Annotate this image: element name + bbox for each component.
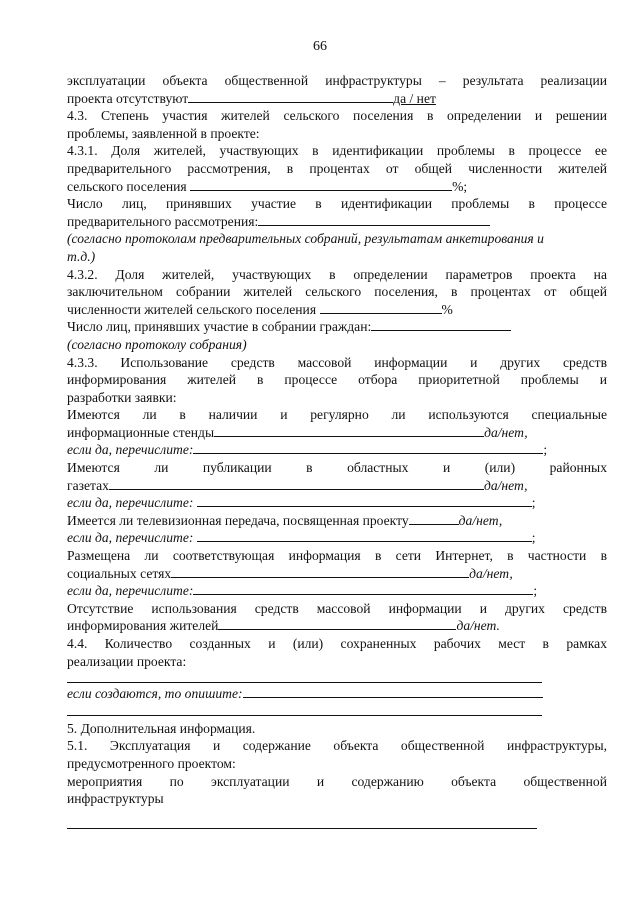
text-line: мероприятия по эксплуатации и содержанию объекта общественной xyxy=(67,773,607,789)
answer-blank[interactable] xyxy=(218,617,456,630)
text-line: Имеются ли публикации в областных и (или) районных xyxy=(67,460,607,476)
field-label: если да, перечислите: xyxy=(67,495,194,511)
text-line xyxy=(67,529,607,547)
text-line: Имеются ли в наличии и регулярно ли используются специальные xyxy=(67,407,607,423)
text-line xyxy=(67,582,607,600)
text-line: эксплуатации объекта общественной инфраструктуры – результата реализации xyxy=(67,73,607,88)
field-label: если создаются, то опишите: xyxy=(67,686,243,702)
answer-blank[interactable] xyxy=(243,685,543,698)
page-number: 66 xyxy=(313,39,327,54)
field-option: да / нет xyxy=(393,90,436,106)
text-line: предусмотренного проектом: xyxy=(67,755,236,771)
field-option: да/нет, xyxy=(483,477,528,493)
field-suffix: %; xyxy=(452,178,468,194)
answer-blank[interactable] xyxy=(409,512,459,525)
field-label: численности жителей сельского поселения xyxy=(67,301,317,317)
section-heading: 4.4. Количество созданных и (или) сохраненных рабочих мест в рамках xyxy=(67,636,607,651)
answer-blank[interactable] xyxy=(109,477,484,490)
text-line xyxy=(67,685,607,703)
field-suffix: % xyxy=(441,301,453,317)
field-label: если да, перечислите: xyxy=(67,442,194,458)
text-line xyxy=(67,301,607,319)
field-label: проекта отсутствуют xyxy=(67,90,189,106)
text-line: разработки заявки: xyxy=(67,389,177,405)
text-line: 4.3.1. Доля жителей, участвующих в идентификации проблемы в процессе ее xyxy=(67,143,607,159)
text-line: информирования жителей в процессе отбора приоритетной проблемы и xyxy=(67,372,607,388)
field-label: если да, перечислите: xyxy=(67,530,194,546)
field-suffix: ; xyxy=(543,442,548,458)
text-line xyxy=(67,617,607,635)
answer-line[interactable] xyxy=(67,670,542,683)
text-line: Размещена ли соответствующая информация в сети Интернет, в частности в xyxy=(67,548,607,564)
answer-blank[interactable] xyxy=(188,90,393,103)
field-label: Имеется ли телевизионная передача, посвященная проекту xyxy=(67,512,409,528)
field-label: сельского поселения xyxy=(67,178,187,194)
field-option: да/нет. xyxy=(456,618,500,634)
answer-blank[interactable] xyxy=(197,529,532,542)
note-line: (согласно протоколу собрания) xyxy=(67,336,247,352)
section-heading: 5. Дополнительная информация. xyxy=(67,720,256,736)
field-option: да/нет, xyxy=(469,565,513,581)
section-heading: 4.3. Степень участия жителей сельского поселения в определении и решении xyxy=(67,108,607,124)
text-line xyxy=(67,565,607,583)
document-body xyxy=(67,72,607,829)
text-line: предварительного рассмотрения, в процентах от общей численности жителей xyxy=(67,160,607,176)
answer-blank[interactable] xyxy=(193,441,543,454)
field-label: социальных сетях xyxy=(67,565,172,581)
answer-blank[interactable] xyxy=(214,424,484,437)
text-line: 5.1. Эксплуатация и содержание объекта общественной инфраструктуры, xyxy=(67,738,607,754)
answer-blank[interactable] xyxy=(320,301,442,314)
field-label: если да, перечислите: xyxy=(67,583,194,599)
field-option: да/нет, xyxy=(458,512,503,528)
field-label: информационные стенды xyxy=(67,424,215,440)
answer-line[interactable] xyxy=(67,808,537,829)
text-line: проблемы, заявленной в проекте: xyxy=(67,125,260,141)
text-line xyxy=(67,178,607,196)
text-line: 4.3.2. Доля жителей, участвующих в определении параметров проекта на xyxy=(67,266,607,282)
text-line: Отсутствие использования средств массовой информации и других средств xyxy=(67,600,607,616)
text-line xyxy=(67,512,607,530)
note-line: т.д.) xyxy=(67,248,96,264)
field-label: Число лиц, принявших участие в собрании граждан: xyxy=(67,319,372,335)
text-line xyxy=(67,90,607,108)
answer-blank[interactable] xyxy=(190,178,452,191)
field-label: информирования жителей xyxy=(67,618,219,634)
text-line: реализации проекта: xyxy=(67,653,187,669)
text-line xyxy=(67,494,607,512)
answer-line[interactable] xyxy=(67,703,542,716)
text-line: Число лиц, принявших участие в идентификации проблемы в процессе xyxy=(67,196,607,212)
answer-blank[interactable] xyxy=(258,213,490,226)
text-line: инфраструктуры xyxy=(67,791,164,807)
text-line xyxy=(67,441,607,459)
field-suffix: ; xyxy=(533,583,538,599)
field-option: да/нет, xyxy=(484,424,528,440)
field-label: предварительного рассмотрения: xyxy=(67,213,259,229)
field-suffix: ; xyxy=(531,495,536,511)
answer-blank[interactable] xyxy=(193,582,533,595)
text-line xyxy=(67,477,607,495)
text-line xyxy=(67,424,607,442)
field-suffix: ; xyxy=(531,530,536,546)
text-line xyxy=(67,318,607,336)
answer-blank[interactable] xyxy=(371,318,511,331)
answer-blank[interactable] xyxy=(171,565,469,578)
answer-blank[interactable] xyxy=(197,494,532,507)
field-label: газетах xyxy=(67,477,109,493)
text-line xyxy=(67,213,607,231)
note-line: (согласно протоколам предварительных собраний, результатам анкетирования и xyxy=(67,231,544,247)
text-line: заключительном собрании жителей сельского поселения, в процентах от общей xyxy=(67,284,607,300)
text-line: 4.3.3. Использование средств массовой информации и других средств xyxy=(67,354,607,370)
